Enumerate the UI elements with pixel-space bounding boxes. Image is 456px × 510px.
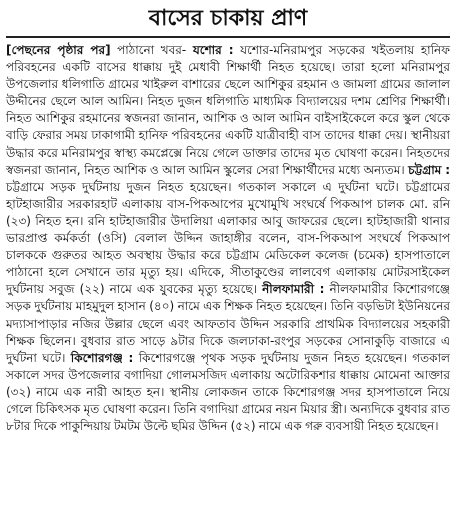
dateline-jessore: যশোর : — [192, 43, 234, 57]
article-headline: বাসের চাকায় প্রাণ — [148, 5, 308, 31]
dateline-chattogram: চট্টগ্রাম : — [408, 162, 450, 177]
headline-bar — [6, 0, 450, 38]
report-kishoreganj: কিশোরগঞ্জে পৃথক সড়ক দুর্ঘটনায় দুজন নিহত হয়েছেন। গতকাল সকালে সদর উপজেলার বগাদিয়া গোলমসজিদ এলাকায় অটোরিকশার ধাক্কায় মোমেনা আক্তার (৩২) নামে এক নারী আহত হন। স্থানীয় লোকজন তাকে কিশোরগঞ্জ সদর হাসপাতালে নিয়ে গেলে চিকিৎসক মৃত ঘোষণা করেন। তিনি বগাদিয়া গ্রামের নয়ন মিয়ার স্ত্রী। অন্যদিকে বুধবার রাত ৮টার দিকে পাকুন্দিয়ায় টমটম উল্টে ছমির উদ্দিন (৫২) নামে এক গরু ব্যবসায়ী নিহত হয়েছেন। — [6, 350, 450, 434]
report-jessore: যশোর-মনিরামপুর সড়কের খইতলায় হানিফ পরিবহনের একটি বাসের ধাক্কায় দুই মেধাবী শিক্ষার্থী নিহত হয়েছে। তারা হলো মনিরামপুর উপজেলার ধলিগাতি গ্রামের খাইরুল বাশারের ছেলে আশিকুর রহমান ও জামলা গ্রামের জালাল উদ্দীনের ছেলে আল আমিন। নিহত দুজন ধলিগাতি মাধ্যমিক বিদ্যালয়ের দশম শ্রেণির শিক্ষার্থী। নিহত আশিকুর রহমানের স্বজনরা জানান, আশিক ও আল আমিন বাইসাইকেলে করে স্কুল থেকে বাড়ি ফেরার সময় ঢাকাগামী হানিফ পরিবহনের একটি যাত্রীবাহী বাস তাদের ধাক্কা দেয়। স্থানীয়রা উদ্ধার করে মনিরামপুর স্বাস্থ্য কমপ্লেক্সে নিয়ে গেলে ডাক্তার তাদের মৃত ঘোষণা করেন। নিহতদের স্বজনরা জানান, নিহত আশিক ও আল আমিন স্কুলের সেরা শিক্ষার্থীদের মধ্যে অন্যতম। — [6, 43, 450, 177]
article-body — [6, 42, 450, 435]
dateline-kishoreganj: কিশোরগঞ্জ : — [70, 350, 134, 365]
continued-from-label: [পেছনের পৃষ্ঠার পর] — [6, 43, 111, 57]
report-nilphamari: নীলফামারীর কিশোরগঞ্জে সড়ক দুর্ঘটনায় মাহমুদুল হাসান (৪০) নামে এক শিক্ষক নিহত হয়েছেন। তিনি বড়ভিটা ইউনিয়নের মদ্যাসাপাড়ার নজির উল্লার ছেলে এবং আফতাব উদ্দিন সরকারি প্রাথমিক বিদ্যালয়ের সহকারী শিক্ষক ছিলেন। বুধবার রাত সাড়ে ৯টার দিকে জলঢাকা-রংপুর সড়কের সোনাকুড়ি বাজারে এ দুর্ঘটনা ঘটে। — [6, 282, 450, 365]
intro-text: পাঠানো খবর- — [110, 43, 193, 57]
dateline-nilphamari: নীলফামারী : — [262, 282, 325, 297]
report-chattogram: চট্টগ্রামে সড়ক দুর্ঘটনায় দুজন নিহত হয়েছেন। গতকাল সকালে এ দুর্ঘটনা ঘটে। চট্টগ্রামের হাটহাজারীর সরকারহাট এলাকায় বাস-পিকআপের মুখোমুখি সংঘর্ষে পিকআপ চালক মো. রনি (২৩) নিহত হন। রনি হাটহাজারীর উদালিয়া এলাকার আবু জাফরের ছেলে। হাটহাজারী থানার ভারপ্রাপ্ত কর্মকর্তা (ওসি) বেলাল উদ্দিন জাহাঙ্গীর বলেন, বাস-পিকআপ সংঘর্ষে পিকআপ চালককে গুরুতর আহত অবস্থায় উদ্ধার করে চট্টগ্রাম মেডিকেল কলেজ (চমেক) হাসপাতালে পাঠানো হলে সেখানে তার মৃত্যু হয়। এদিকে, সীতাকুণ্ডের লালবেগ এলাকায় মোটরসাইকেল দুর্ঘটনায় সবুজ (২২) নামে এক যুবকের মৃত্যু হয়েছে। — [6, 179, 450, 297]
